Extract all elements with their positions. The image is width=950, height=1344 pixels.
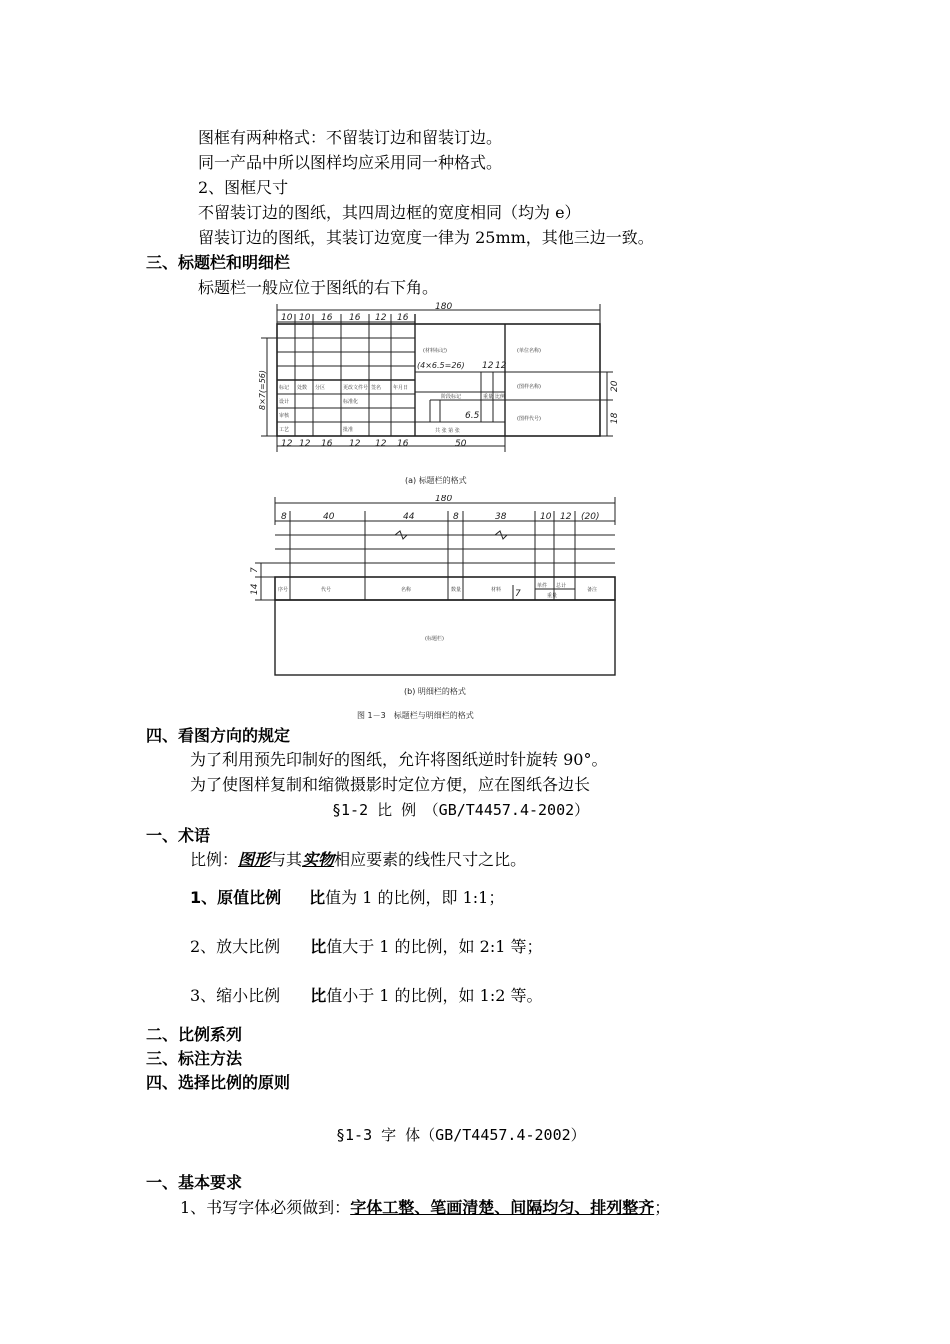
section-heading: 三、标注方法 bbox=[146, 1049, 243, 1068]
svg-text:比例: 比例 bbox=[495, 394, 506, 400]
svg-text:7: 7 bbox=[515, 589, 521, 599]
text-line: 标题栏一般应位于图纸的右下角。 bbox=[198, 278, 439, 297]
text-line: 留装订边的图纸，其装订边宽度一律为 25mm，其他三边一致。 bbox=[198, 228, 654, 247]
svg-text:12: 12 bbox=[281, 439, 293, 449]
text-line: 为了利用预先印制好的图纸，允许将图纸逆时针旋转 90°。 bbox=[190, 750, 608, 769]
svg-text:12: 12 bbox=[375, 439, 387, 449]
requirement-emphasis: 字体工整、笔画清楚、间隔均匀、排列整齐 bbox=[350, 1198, 655, 1217]
svg-text:代号: 代号 bbox=[321, 587, 332, 593]
svg-text:38: 38 bbox=[495, 512, 507, 522]
text-line: 2、图框尺寸 bbox=[198, 178, 289, 197]
text-line: 图框有两种格式：不留装订边和留装订边。 bbox=[198, 128, 503, 147]
svg-text:6.5: 6.5 bbox=[465, 411, 480, 421]
svg-text:共 张 第 张: 共 张 第 张 bbox=[435, 428, 460, 434]
svg-text:16: 16 bbox=[397, 313, 409, 323]
figure-caption-a: (a) 标题栏的格式 bbox=[405, 476, 467, 485]
svg-text:(单位名称): (单位名称) bbox=[517, 348, 541, 354]
svg-text:10: 10 bbox=[281, 313, 293, 323]
em-figure: 图形 bbox=[238, 850, 271, 869]
svg-text:16: 16 bbox=[321, 439, 333, 449]
svg-text:50: 50 bbox=[455, 439, 467, 449]
svg-text:总计: 总计 bbox=[556, 583, 567, 589]
svg-text:8×7(=56): 8×7(=56) bbox=[258, 369, 267, 410]
svg-text:8: 8 bbox=[281, 512, 287, 522]
svg-text:12: 12 bbox=[482, 361, 494, 371]
svg-text:(图样名称): (图样名称) bbox=[517, 384, 541, 390]
svg-text:签名: 签名 bbox=[371, 385, 382, 391]
svg-text:(4×6.5=26): (4×6.5=26) bbox=[417, 361, 465, 370]
figure-caption-b: (b) 明细栏的格式 bbox=[404, 687, 466, 696]
scale-item-3: 3、缩小比例 比值小于 1 的比例，如 1:2 等。 bbox=[190, 986, 543, 1005]
dim-180: 180 bbox=[435, 302, 453, 312]
svg-text:10: 10 bbox=[299, 313, 311, 323]
svg-text:重量: 重量 bbox=[547, 593, 558, 599]
svg-text:20: 20 bbox=[610, 380, 620, 392]
svg-text:(材料标记): (材料标记) bbox=[423, 348, 447, 354]
svg-text:12: 12 bbox=[560, 512, 572, 522]
text-line: 为了使图样复制和缩微摄影时定位方便，应在图纸各边长 bbox=[190, 775, 591, 794]
svg-text:数量: 数量 bbox=[451, 587, 462, 593]
svg-text:序号: 序号 bbox=[278, 587, 289, 593]
title-block-figure bbox=[255, 300, 625, 500]
svg-text:8: 8 bbox=[453, 512, 459, 522]
scale-item-1: 1、原值比例 比值为 1 的比例，即 1:1； bbox=[190, 888, 505, 907]
svg-text:7: 7 bbox=[250, 567, 260, 573]
svg-text:18: 18 bbox=[610, 412, 620, 424]
svg-text:(20): (20) bbox=[581, 512, 600, 522]
em-object: 实物 bbox=[302, 850, 335, 869]
svg-text:12: 12 bbox=[495, 361, 507, 371]
svg-text:批准: 批准 bbox=[343, 427, 354, 433]
requirement-line: 1、书写字体必须做到：字体工整、笔画清楚、间隔均匀、排列整齐； bbox=[180, 1198, 671, 1217]
section-title: §1-2 比 例 （GB/T4457.4-2002） bbox=[332, 801, 590, 819]
svg-text:单件: 单件 bbox=[537, 583, 548, 589]
svg-text:(图样代号): (图样代号) bbox=[517, 416, 541, 422]
svg-text:名称: 名称 bbox=[401, 587, 412, 593]
svg-text:180: 180 bbox=[435, 495, 453, 504]
svg-text:12: 12 bbox=[349, 439, 361, 449]
section-heading: 四、看图方向的规定 bbox=[146, 726, 291, 745]
svg-text:更改文件号: 更改文件号 bbox=[343, 385, 369, 391]
svg-text:审核: 审核 bbox=[279, 413, 290, 419]
parts-list-figure bbox=[245, 495, 635, 685]
svg-text:重量: 重量 bbox=[483, 394, 494, 400]
svg-text:标准化: 标准化 bbox=[343, 399, 359, 405]
svg-text:材料: 材料 bbox=[491, 587, 502, 593]
svg-text:40: 40 bbox=[323, 512, 335, 522]
svg-text:设计: 设计 bbox=[279, 399, 290, 405]
svg-text:分区: 分区 bbox=[315, 385, 326, 391]
svg-text:处数: 处数 bbox=[297, 385, 308, 391]
section-heading: 四、选择比例的原则 bbox=[146, 1073, 291, 1092]
section-heading: 二、比例系列 bbox=[146, 1025, 243, 1044]
definition-line: 比例：图形与其实物相应要素的线性尺寸之比。 bbox=[190, 850, 527, 869]
section-heading: 一、术语 bbox=[146, 826, 211, 845]
svg-text:备注: 备注 bbox=[587, 587, 598, 593]
svg-text:10: 10 bbox=[540, 512, 552, 522]
svg-text:16: 16 bbox=[349, 313, 361, 323]
svg-text:(标题栏): (标题栏) bbox=[425, 636, 444, 642]
svg-text:16: 16 bbox=[321, 313, 333, 323]
svg-text:12: 12 bbox=[299, 439, 311, 449]
svg-text:标记: 标记 bbox=[279, 385, 290, 391]
svg-text:16: 16 bbox=[397, 439, 409, 449]
section-heading: 三、标题栏和明细栏 bbox=[146, 253, 291, 272]
section-title: §1-3 字 体（GB/T4457.4-2002） bbox=[336, 1126, 586, 1144]
svg-text:44: 44 bbox=[403, 512, 415, 522]
section-heading: 一、基本要求 bbox=[146, 1173, 243, 1192]
svg-text:工艺: 工艺 bbox=[279, 427, 290, 433]
svg-text:12: 12 bbox=[375, 313, 387, 323]
text-line: 不留装订边的图纸，其四周边框的宽度相同（均为 e） bbox=[198, 203, 581, 222]
svg-text:阶段标记: 阶段标记 bbox=[441, 394, 462, 400]
svg-text:14: 14 bbox=[250, 583, 260, 595]
figure-caption: 图 1－3 标题栏与明细栏的格式 bbox=[357, 711, 474, 720]
text-line: 同一产品中所以图样均应采用同一种格式。 bbox=[198, 153, 503, 172]
scale-item-2: 2、放大比例 比值大于 1 的比例，如 2:1 等； bbox=[190, 937, 543, 956]
svg-text:年月日: 年月日 bbox=[393, 385, 409, 391]
